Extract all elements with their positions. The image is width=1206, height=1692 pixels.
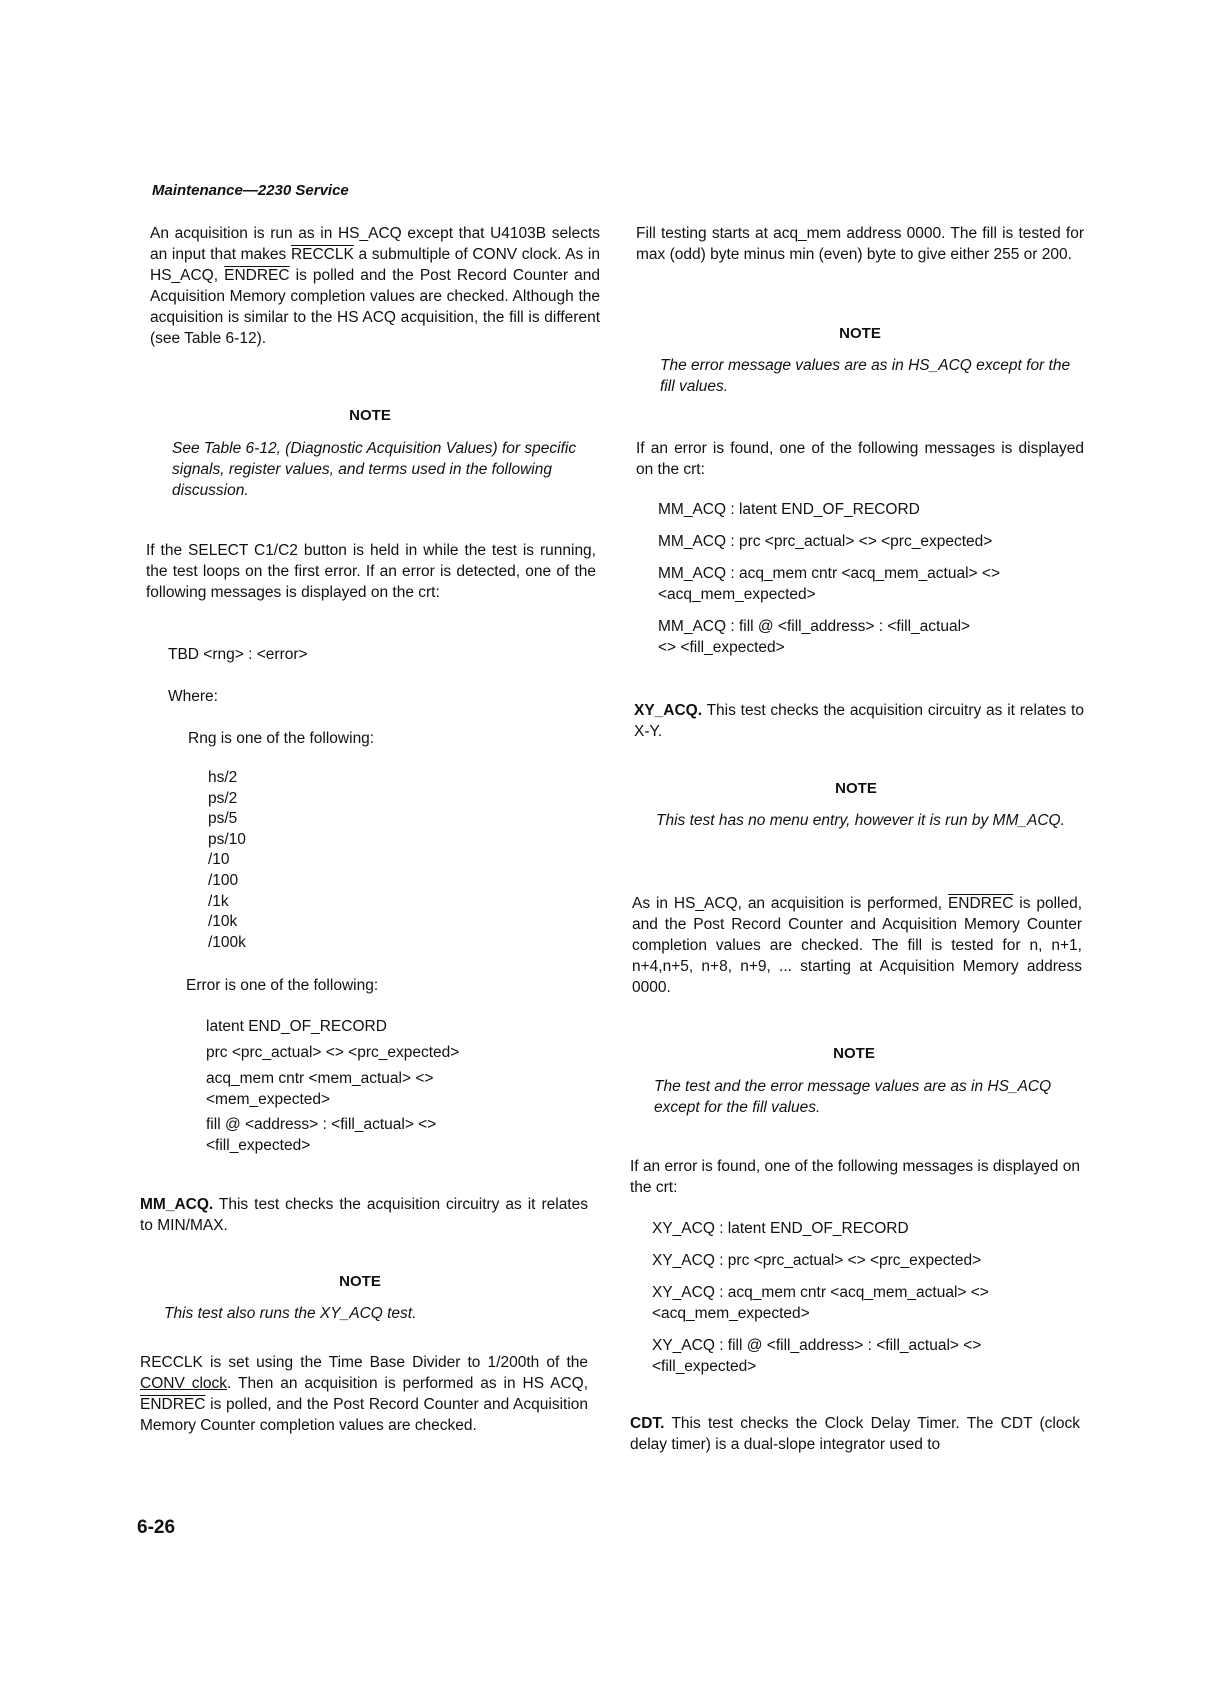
rng-intro: Rng is one of the following: — [188, 730, 375, 747]
mm-acq-title: MM_ACQ. — [140, 1196, 214, 1213]
loop-paragraph: If the SELECT C1/C2 button is held in while the test is running, the test loops on the first error. If an error is detected, one of the following messages is displayed on the crt: — [146, 542, 596, 601]
conv-clock: CONV clock — [140, 1375, 228, 1392]
list-item: fill @ <address> : <fill_actual> <> — [206, 1116, 437, 1133]
list-item: ps/2 — [208, 789, 238, 807]
list-item: hs/2 — [208, 769, 238, 786]
error-intro: Error is one of the following: — [186, 977, 379, 994]
cdt-paragraph — [630, 1413, 1080, 1455]
mm-message: MM_ACQ : acq_mem cntr <acq_mem_actual> <> — [658, 565, 1001, 582]
page-number: 6-26 — [137, 1517, 176, 1538]
list-item: prc <prc_actual> <> <prc_expected> — [206, 1044, 460, 1061]
text-run: This test checks the Clock Delay Timer. The CDT (clock delay timer) is a dual-slope integrator used to — [630, 1415, 1080, 1453]
xy-message: XY_ACQ : acq_mem cntr <acq_mem_actual> <> — [652, 1284, 989, 1301]
list-item: <fill_expected> — [206, 1137, 311, 1154]
note-text: This test also runs the XY_ACQ test. — [164, 1305, 417, 1322]
text-run: As in HS_ACQ, an acquisition is performed, — [632, 895, 948, 912]
text-run: . Then an acquisition is performed as in HS ACQ, — [227, 1375, 589, 1392]
endrec-signal: ENDREC — [224, 267, 290, 284]
list-item: /100 — [208, 871, 239, 889]
note-heading: NOTE — [339, 1273, 381, 1290]
list-item: /10 — [208, 851, 230, 869]
xy-message: XY_ACQ : fill @ <fill_address> : <fill_actual> <> — [652, 1337, 982, 1354]
xy-acquisition-paragraph — [632, 893, 1082, 998]
page-header: Maintenance—2230 Service — [152, 182, 349, 199]
text-run: RECCLK is set using the Time Base Divider to 1/200th of the — [140, 1354, 588, 1371]
text-run: is polled and the Post Record Counter and Acquisition Memory completion values are checked. Although the acquisition is similar to the HS ACQ acquisition, the fill is different (see Table 6-12). — [150, 267, 600, 347]
list-item: ps/10 — [208, 830, 246, 848]
xy-message: <fill_expected> — [652, 1358, 757, 1375]
xy-message: <acq_mem_expected> — [652, 1305, 810, 1322]
recclk-signal: RECCLK — [290, 246, 354, 263]
error-found-paragraph: If an error is found, one of the following messages is displayed on the crt: — [630, 1158, 1080, 1196]
note-heading: NOTE — [349, 407, 391, 424]
mm-message: MM_ACQ : fill @ <fill_address> : <fill_actual> — [658, 618, 971, 635]
list-item: acq_mem cntr <mem_actual> <> — [206, 1070, 434, 1087]
error-found-paragraph: If an error is found, one of the following messages is displayed on the crt: — [636, 440, 1084, 478]
list-item: /1k — [208, 892, 229, 910]
xy-message: XY_ACQ : prc <prc_actual> <> <prc_expected> — [652, 1252, 982, 1269]
list-item: <mem_expected> — [206, 1091, 331, 1108]
mm-acq-paragraph — [140, 1194, 588, 1236]
rng-list — [208, 768, 246, 953]
mm-message: MM_ACQ : latent END_OF_RECORD — [658, 501, 920, 518]
note-text: The test and the error message values are as in HS_ACQ except for the fill values. — [654, 1078, 1052, 1116]
left-intro-paragraph — [150, 223, 600, 349]
mm-message: <acq_mem_expected> — [658, 586, 816, 603]
text-run: An acquisition is run as in HS_ACQ except that U4103B selects an input that makes — [150, 225, 600, 263]
text-run: is polled, and the Post Record Counter and Acquisition Memory Counter completion values are checked. The fill is tested for n, n+1, n+4,n+5, n+8, n+9, ... starting at Acquisition Memory address 0000. — [632, 895, 1083, 996]
mm-message: MM_ACQ : prc <prc_actual> <> <prc_expected> — [658, 533, 993, 550]
list-item: latent END_OF_RECORD — [206, 1018, 387, 1035]
note-text: See Table 6-12, (Diagnostic Acquisition Values) for specific signals, register values, and terms used in the following discussion. — [172, 440, 577, 499]
text-run: This test checks the acquisition circuitry as it relates to MIN/MAX. — [140, 1196, 588, 1234]
text-run: This test checks the acquisition circuitry as it relates to X-Y. — [634, 702, 1084, 740]
endrec-signal: ENDREC — [140, 1396, 206, 1413]
text-run: a submultiple of CONV clock. As in HS_ACQ, — [150, 246, 600, 284]
endrec-signal: ENDREC — [947, 895, 1014, 912]
list-item: ps/5 — [208, 810, 238, 828]
xy-message: XY_ACQ : latent END_OF_RECORD — [652, 1220, 909, 1237]
note-text: The error message values are as in HS_ACQ except for the fill values. — [660, 357, 1071, 395]
note-text: This test has no menu entry, however it is run by MM_ACQ. — [656, 812, 1065, 829]
cdt-title: CDT. — [630, 1415, 665, 1432]
recclk-paragraph — [140, 1352, 588, 1436]
note-heading: NOTE — [839, 325, 881, 342]
xy-acq-title: XY_ACQ. — [634, 702, 703, 719]
xy-acq-paragraph — [634, 700, 1084, 742]
note-heading: NOTE — [835, 780, 877, 797]
fill-testing-paragraph: Fill testing starts at acq_mem address 0000. The fill is tested for max (odd) byte minus min (even) byte to give either 255 or 200. — [636, 225, 1084, 263]
tbd-message: TBD <rng> : <error> — [168, 646, 308, 663]
note-heading: NOTE — [833, 1045, 875, 1062]
list-item: /100k — [208, 933, 246, 951]
where-label: Where: — [168, 688, 218, 705]
text-run: is polled, and the Post Record Counter and Acquisition Memory Counter completion values are checked. — [140, 1396, 588, 1434]
mm-message: <> <fill_expected> — [658, 639, 785, 656]
list-item: /10k — [208, 913, 238, 931]
